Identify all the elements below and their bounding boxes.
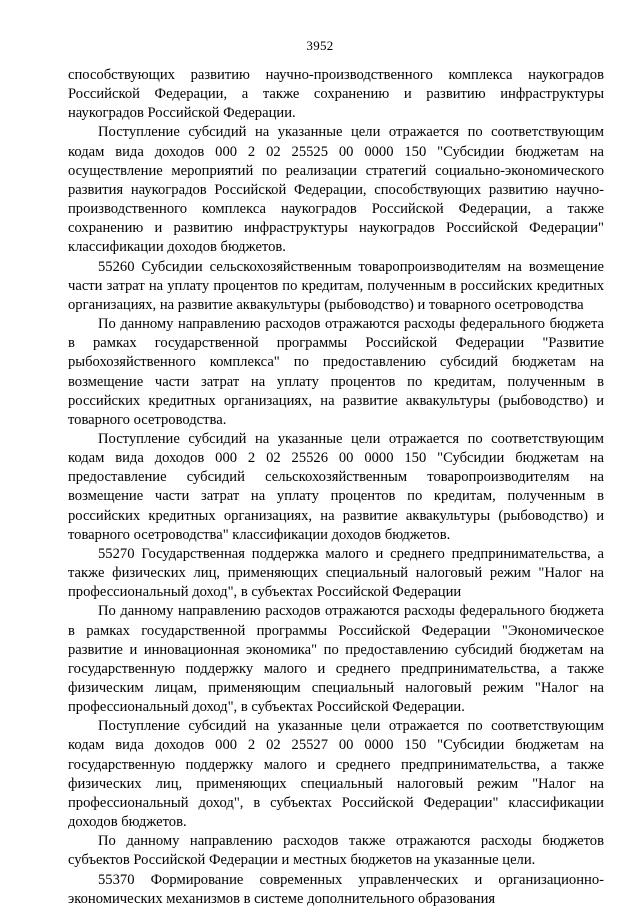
paragraph-continuation: способствующих развитию научно-производственного комплекса наукоградов Российской Федерации, а также сохранению и развитию инфраструктуры наукоградов Российской Федерации. [68,67,604,122]
paragraph-expenses-55270: По данному направлению расходов отражаются расходы федерального бюджета в рамках государственной программы Российской Федерации "Экономическое развитие и инновационная экономика" по предоставлению субсидий бюджетам на государственную поддержку малого и среднего предпринимательства, а также физическим лицам, применяющим специальный налоговый режим "Налог на профессиональный доход", в субъектах Российской Федерации. [68,603,604,716]
paragraph-regional-budgets: По данному направлению расходов также отражаются расходы бюджетов субъектов Российской Федерации и местных бюджетов на указанные цели. [68,833,604,869]
section-heading-55260: 55260 Субсидии сельскохозяйственным товаропроизводителям на возмещение части затрат на уплату процентов по кредитам, полученным в российских кредитных организациях, на развитие аквакультуры (рыбоводство) и товарного осетроводства [68,258,604,313]
paragraph-income-codes-25525: Поступление субсидий на указанные цели отражается по соответствующим кодам вида доходов 000 2 02 25525 00 0000 150 "Субсидии бюджетам на осуществление мероприятий по реализации стратегий социально-экономического развития наукоградов Российской Федерации, способствующих развитию научно-производственного комплекса наукоградов Российской Федерации, а также сохранению и развитию инфраструктуры наукоградов Российской Федерации" классификации доходов бюджетов. [68,124,604,256]
paragraph-income-codes-25526: Поступление субсидий на указанные цели отражается по соответствующим кодам вида доходов 000 2 02 25526 00 0000 150 "Субсидии бюджетам на предоставление субсидий сельскохозяйственным товаропроизводителям на возмещение части затрат на уплату процентов по кредитам, полученным в российских кредитных организациях, на развитие аквакультуры (рыбоводство) и товарного осетроводства" классификации доходов бюджетов. [68,430,604,543]
document-body [68,66,604,909]
section-heading-55370: 55370 Формирование современных управленческих и организационно-экономических механизмов в системе дополнительного образования [68,871,604,907]
paragraph-expenses-55260: По данному направлению расходов отражаются расходы федерального бюджета в рамках государственной программы Российской Федерации "Развитие рыбохозяйственного комплекса" по предоставлению субсидий бюджетам на возмещение части затрат на уплату процентов по кредитам, полученным в российских кредитных организациях, на развитие аквакультуры (рыбоводство) и товарного осетроводства. [68,316,604,428]
page-number: 3952 [306,38,334,53]
section-heading-55270: 55270 Государственная поддержка малого и среднего предпринимательства, а также физических лиц, применяющих специальный налоговый режим "Налог на профессиональный доход", в субъектах Российской Федерации [68,545,604,601]
paragraph-income-codes-25527: Поступление субсидий на указанные цели отражается по соответствующим кодам вида доходов 000 2 02 25527 00 0000 150 "Субсидии бюджетам на государственную поддержку малого и среднего предпринимательства, а также физических лиц, применяющих специальный налоговый режим "Налог на профессиональный доход", в субъектах Российской Федерации" классификации доходов бюджетов. [68,718,604,831]
